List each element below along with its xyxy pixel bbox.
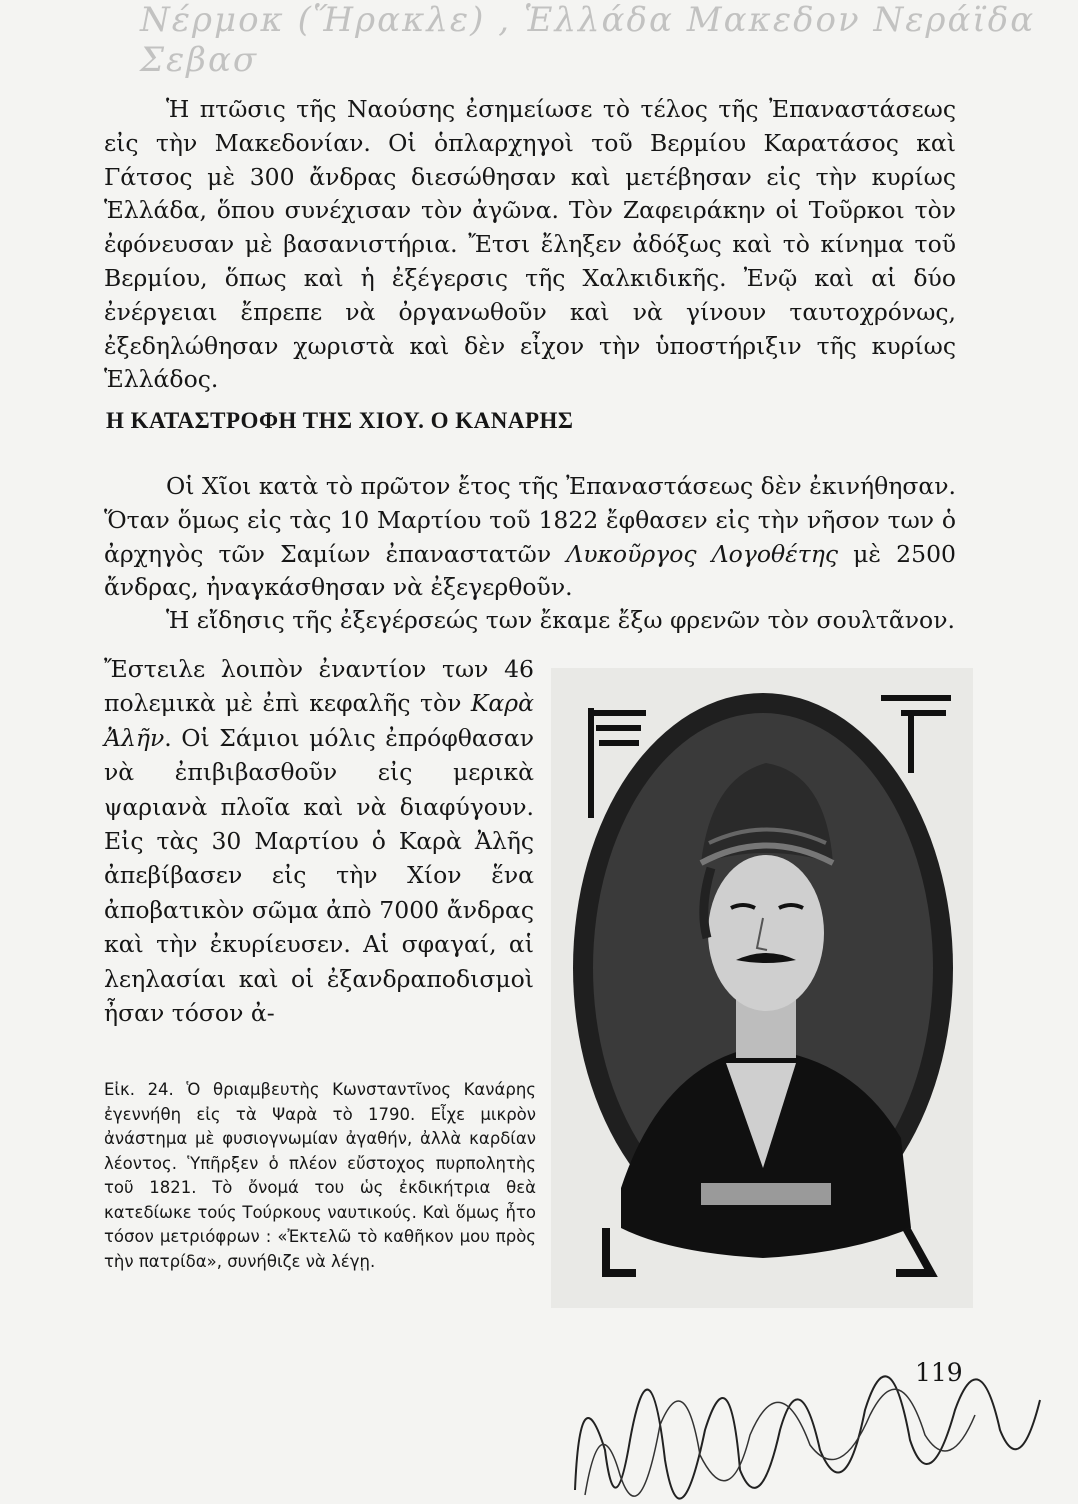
person-name: Λυκοῦργος Λογοθέτης xyxy=(566,539,838,568)
pencil-scribble xyxy=(555,1330,1078,1500)
paragraph-text: Ἡ εἴδησις τῆς ἐξεγέρσεώς των ἔκαμε ἔξω φρενῶν τὸν σουλτᾶνον. xyxy=(166,606,955,634)
person-name: Καρὰ Ἀλῆν xyxy=(104,689,534,752)
paragraph-text: Ἡ πτῶσις τῆς Ναούσης ἐσημείωσε τὸ τέλος τῆς Ἐπαναστάσεως εἰς τὴν Μακεδονίαν. Οἱ ὁπλαρχηγοὶ τοῦ Βερμίου Καρατάσος καὶ Γάτσος μὲ 300 ἄνδρας διεσώθησαν καὶ μετέβησαν εἰς τὴν κυρίως Ἑλλάδα, ὅπου συνέχισαν τὸν ἀγῶνα. Τὸν Ζαφειράκην οἱ Τοῦρκοι τὸν ἐφόνευσαν μὲ βασανιστήρια. Ἔτσι ἔληξεν ἀδόξως καὶ τὸ κίνημα τοῦ Βερμίου, ὅπως καὶ ἡ ἐξέγερσις τῆς Χαλκιδικῆς. Ἐνῷ καὶ αἱ δύο ἐνέργειαι ἔπρεπε νὰ ὀργανωθοῦν καὶ νὰ γίνουν ταυτοχρόνως, ἐξεδηλώθησαν χωριστὰ καὶ δὲν εἶχον τὴν ὑποστήριξιν τῆς κυρίως Ἑλλάδος. xyxy=(104,95,956,394)
paragraph-text: Οἱ Χῖοι κατὰ τὸ πρῶτον ἔτος τῆς Ἐπαναστάσεως δὲν ἐκινήθησαν. Ὅταν ὅμως εἰς τὰς 10 Μαρτίου τοῦ 1822 ἔφθασεν εἰς τὴν νῆσον των ὁ ἀρχηγὸς τῶν Σαμίων ἐπαναστατῶν xyxy=(104,472,956,568)
paragraph-kara-ali xyxy=(104,652,534,1030)
paragraph-chios-intro xyxy=(104,470,956,605)
page-number: 119 xyxy=(915,1358,963,1387)
handwritten-scribble: Νέρμοκ (Ἥρακλε) , Ἑλλάδα Μακεδον Νεράϊδα Σεβασ xyxy=(140,0,1036,80)
paragraph-text: μὲ 2500 ἄνδρας, ἠναγκάσθησαν νὰ ἐξεγερθοῦν. xyxy=(104,539,956,602)
paragraph-sultan xyxy=(104,604,956,638)
portrait-kanaris-image xyxy=(551,668,973,1308)
section-heading: Η ΚΑΤΑΣΤΡΟΦΗ ΤΗΣ ΧΙΟΥ. Ο ΚΑΝΑΡΗΣ xyxy=(106,408,574,433)
paragraph-text: Ἔστειλε λοιπὸν ἐναντίον των 46 πολεμικὰ μὲ ἐπὶ κεφαλῆς τὸν xyxy=(104,655,534,718)
paragraph-naousa xyxy=(104,93,956,397)
paragraph-text: . Οἱ Σάμιοι μόλις ἐπρόφθασαν νὰ ἐπιβιβασθοῦν εἰς μερικὰ ψαριανὰ πλοῖα καὶ νὰ διαφύγουν. Εἰς τὰς 30 Μαρτίου ὁ Καρὰ Ἀλῆς ἀπεβίβασεν εἰς τὴν Χίον ἕνα ἀποβατικὸν σῶμα ἀπὸ 7000 ἄνδρας καὶ τὴν ἐκυρίευσεν. Αἱ σφαγαί, αἱ λεηλασίαι καὶ οἱ ἐξανδραποδισμοὶ ἦσαν τόσον ἀ- xyxy=(104,723,534,1028)
figure-caption: Εἰκ. 24. Ὁ θριαμβευτὴς Κωνσταντῖνος Κανάρης ἐγεννήθη εἰς τὰ Ψαρὰ τὸ 1790. Εἶχε μικρὸν ἀνάστημα μὲ φυσιογνωμίαν ἀγαθήν, ἀλλὰ καρδίαν λέοντος. Ὑπῆρξεν ὁ πλέον εὔστοχος πυρπολητὴς τοῦ 1821. Τὸ ὄνομά του ὡς ἐκδικήτρια θεὰ κατεδίωκε τούς Τούρκους ναυτικούς. Καὶ ὅμως ἦτο τόσον μετριόφρων : «Ἐκτελῶ τὸ καθῆκον μου πρὸς τὴν πατρίδα», συνήθιζε νὰ λέγῃ. xyxy=(104,1080,536,1271)
